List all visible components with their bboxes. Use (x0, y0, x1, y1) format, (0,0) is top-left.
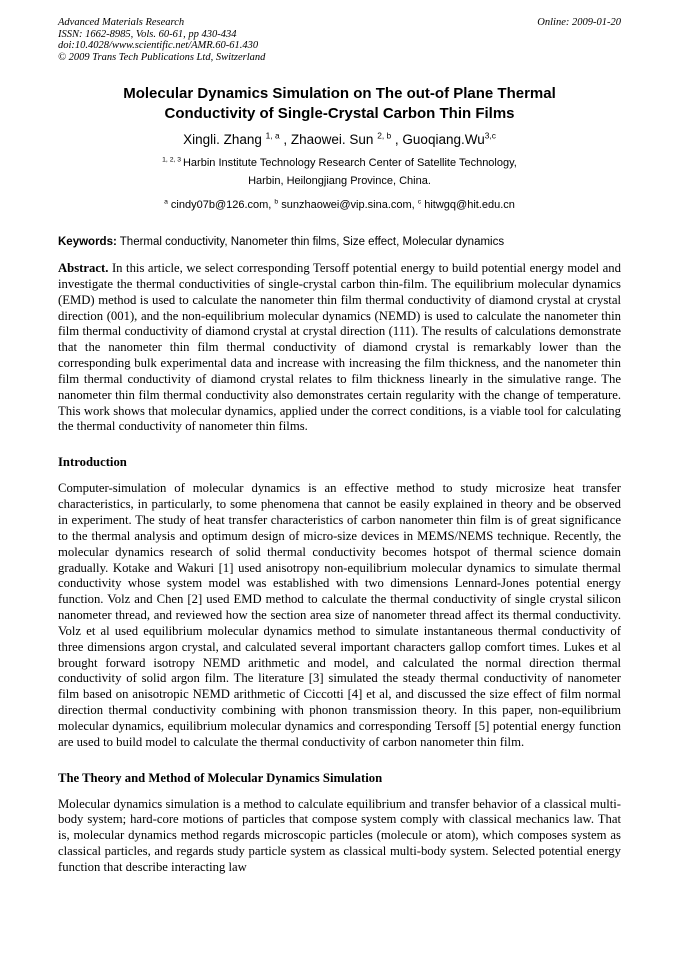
author-1-name: Xingli. Zhang (183, 132, 266, 147)
section-body-theory: Molecular dynamics simulation is a method to calculate equilibrium and transfer behavior of a classical multi-body system; hard-core motions of particles that compose system comply with classical mechanics law. That is, molecular dynamics method regards microscopic particles (molecule or atom), which composes system as classical particles, and regards study particle system as classical multi-body system. Selected potential energy function that describe interacting law (58, 796, 621, 874)
authors-line (58, 131, 621, 149)
affiliation-institute: Harbin Institute Technology Research Center of Satellite Technology, (182, 157, 517, 169)
journal-issn-line: ISSN: 1662-8985, Vols. 60-61, pp 430-434 (58, 28, 237, 40)
affiliation (58, 155, 621, 190)
section-body-introduction: Computer-simulation of molecular dynamics is an effective method to study microsize heat transfer characteristics, in particularly, to some phenomena that cannot be easily explained in theory and be observed in experiment. The study of heat transfer characteristics of carbon nanometer thin film is of great significance to the thermal analysis and optimum design of micro-size devices in MEMS/NEMS technique. Recently, the molecular dynamics research of solid thermal conductivity becomes hotspot of thermal science domain gradually. Kotake and Wakuri [1] used anisotropy non-equilibrium molecular dynamics to simulate thermal conductivity whose system model was established with two dimensions Lennard-Jones potential energy function. Volz and Chen [2] used EMD method to calculate the thermal conductivity of single crystal silicon nanometer thread, and reviewed how the section area size of nanometer thread affect its thermal conductivity. Volz et al used equilibrium molecular dynamics method to simulate instantaneous thermal conductivity of three dimensions argon crystal, and calculated several important characters gallop comfort times. Lukes et al brought forward isotropy NEMD arithmetic and model, and calculated the normal direction thermal conductivity of solid argon film. The literature [3] simulated the steady thermal conductivity of nanometer film based on anisotropic NEMD arithmetic of Ciccotti [4] et al, and discussed the size effect of film normal direction thermal conductivity combining with phonon transmission theory. In this paper, non-equilibrium molecular dynamics, equilibrium molecular dynamics and corresponding Tersoff [5] potential energy function are used to build model to calculate the thermal conductivity of carbon nanometer thin film. (58, 481, 621, 749)
journal-copyright-line: © 2009 Trans Tech Publications Ltd, Switzerland (58, 51, 266, 63)
section-heading-theory: The Theory and Method of Molecular Dynamics Simulation (58, 770, 383, 785)
journal-doi-line: doi:10.4028/www.scientific.net/AMR.60-61.430 (58, 40, 259, 51)
email-3-superscript: c (417, 198, 422, 206)
abstract-text: In this article, we select corresponding Tersoff potential energy to build potential energy model and investigate the thermal conductivities of single-crystal carbon thin-film. The equilibrium molecular dynamics (EMD) method is used to calculate the nanometer thin film thermal conductivity of diamond crystal at crystal direction (001), and the non-equilibrium molecular dynamics (NEMD) is used to calculate the nanometer thin film thermal conductivity of diamond crystal at crystal direction (111). The results of calculations demonstrate that the nanometer thin film thermal conductivity of diamond crystal is remarkably lower than the corresponding bulk experimental data and increase with increasing the film thickness, and the nanometer thin film thermal conductivity of diamond crystal relates to film thickness linearly in the simulative range. The nanometer thin film thermal conductivity also demonstrates certain regularity with the change of temperature. This work shows that molecular dynamics, applied under the correct conditions, is a viable tool for calculating the thermal conductivity of nanometer thin films. (58, 261, 621, 434)
email-2: sunzhaowei@vip.sina.com, (278, 199, 418, 211)
keywords-label: Keywords: (58, 236, 117, 248)
author-emails (58, 199, 621, 211)
paper-title: Molecular Dynamics Simulation on The out-of Plane Thermal Conductivity of Single-Crystal Carbon Thin Films (123, 85, 556, 122)
abstract-label: Abstract. (58, 261, 109, 275)
email-1-superscript: a (164, 198, 168, 206)
author-2-name: Zhaowei. Sun (290, 132, 378, 147)
email-1: cindy07b@126.com, (167, 199, 275, 211)
email-2-superscript: b (274, 198, 279, 206)
author-3-superscript: 3,c (484, 130, 496, 141)
author-2 (291, 132, 403, 147)
keywords-line (58, 235, 621, 250)
author-1 (183, 132, 291, 147)
author-separator: , (279, 132, 291, 147)
affiliation-line-2: Harbin, Heilongjiang Province, China. (248, 174, 431, 187)
author-2-superscript: 2, b (377, 130, 392, 141)
affiliation-superscript: 1, 2, 3 (162, 156, 183, 164)
journal-name: Advanced Materials Research (58, 17, 185, 28)
section-heading-introduction: Introduction (58, 455, 127, 470)
journal-header (58, 17, 621, 63)
author-3 (402, 132, 495, 147)
author-separator: , (391, 132, 403, 147)
keywords-text: Thermal conductivity, Nanometer thin films, Size effect, Molecular dynamics (116, 236, 505, 248)
abstract-paragraph (58, 261, 621, 435)
email-3: hitwgq@hit.edu.cn (421, 199, 515, 211)
author-3-name: Guoqiang.Wu (402, 132, 485, 147)
online-date: Online: 2009-01-20 (537, 17, 621, 28)
author-1-superscript: 1, a (265, 130, 280, 141)
affiliation-line-1 (58, 155, 621, 173)
